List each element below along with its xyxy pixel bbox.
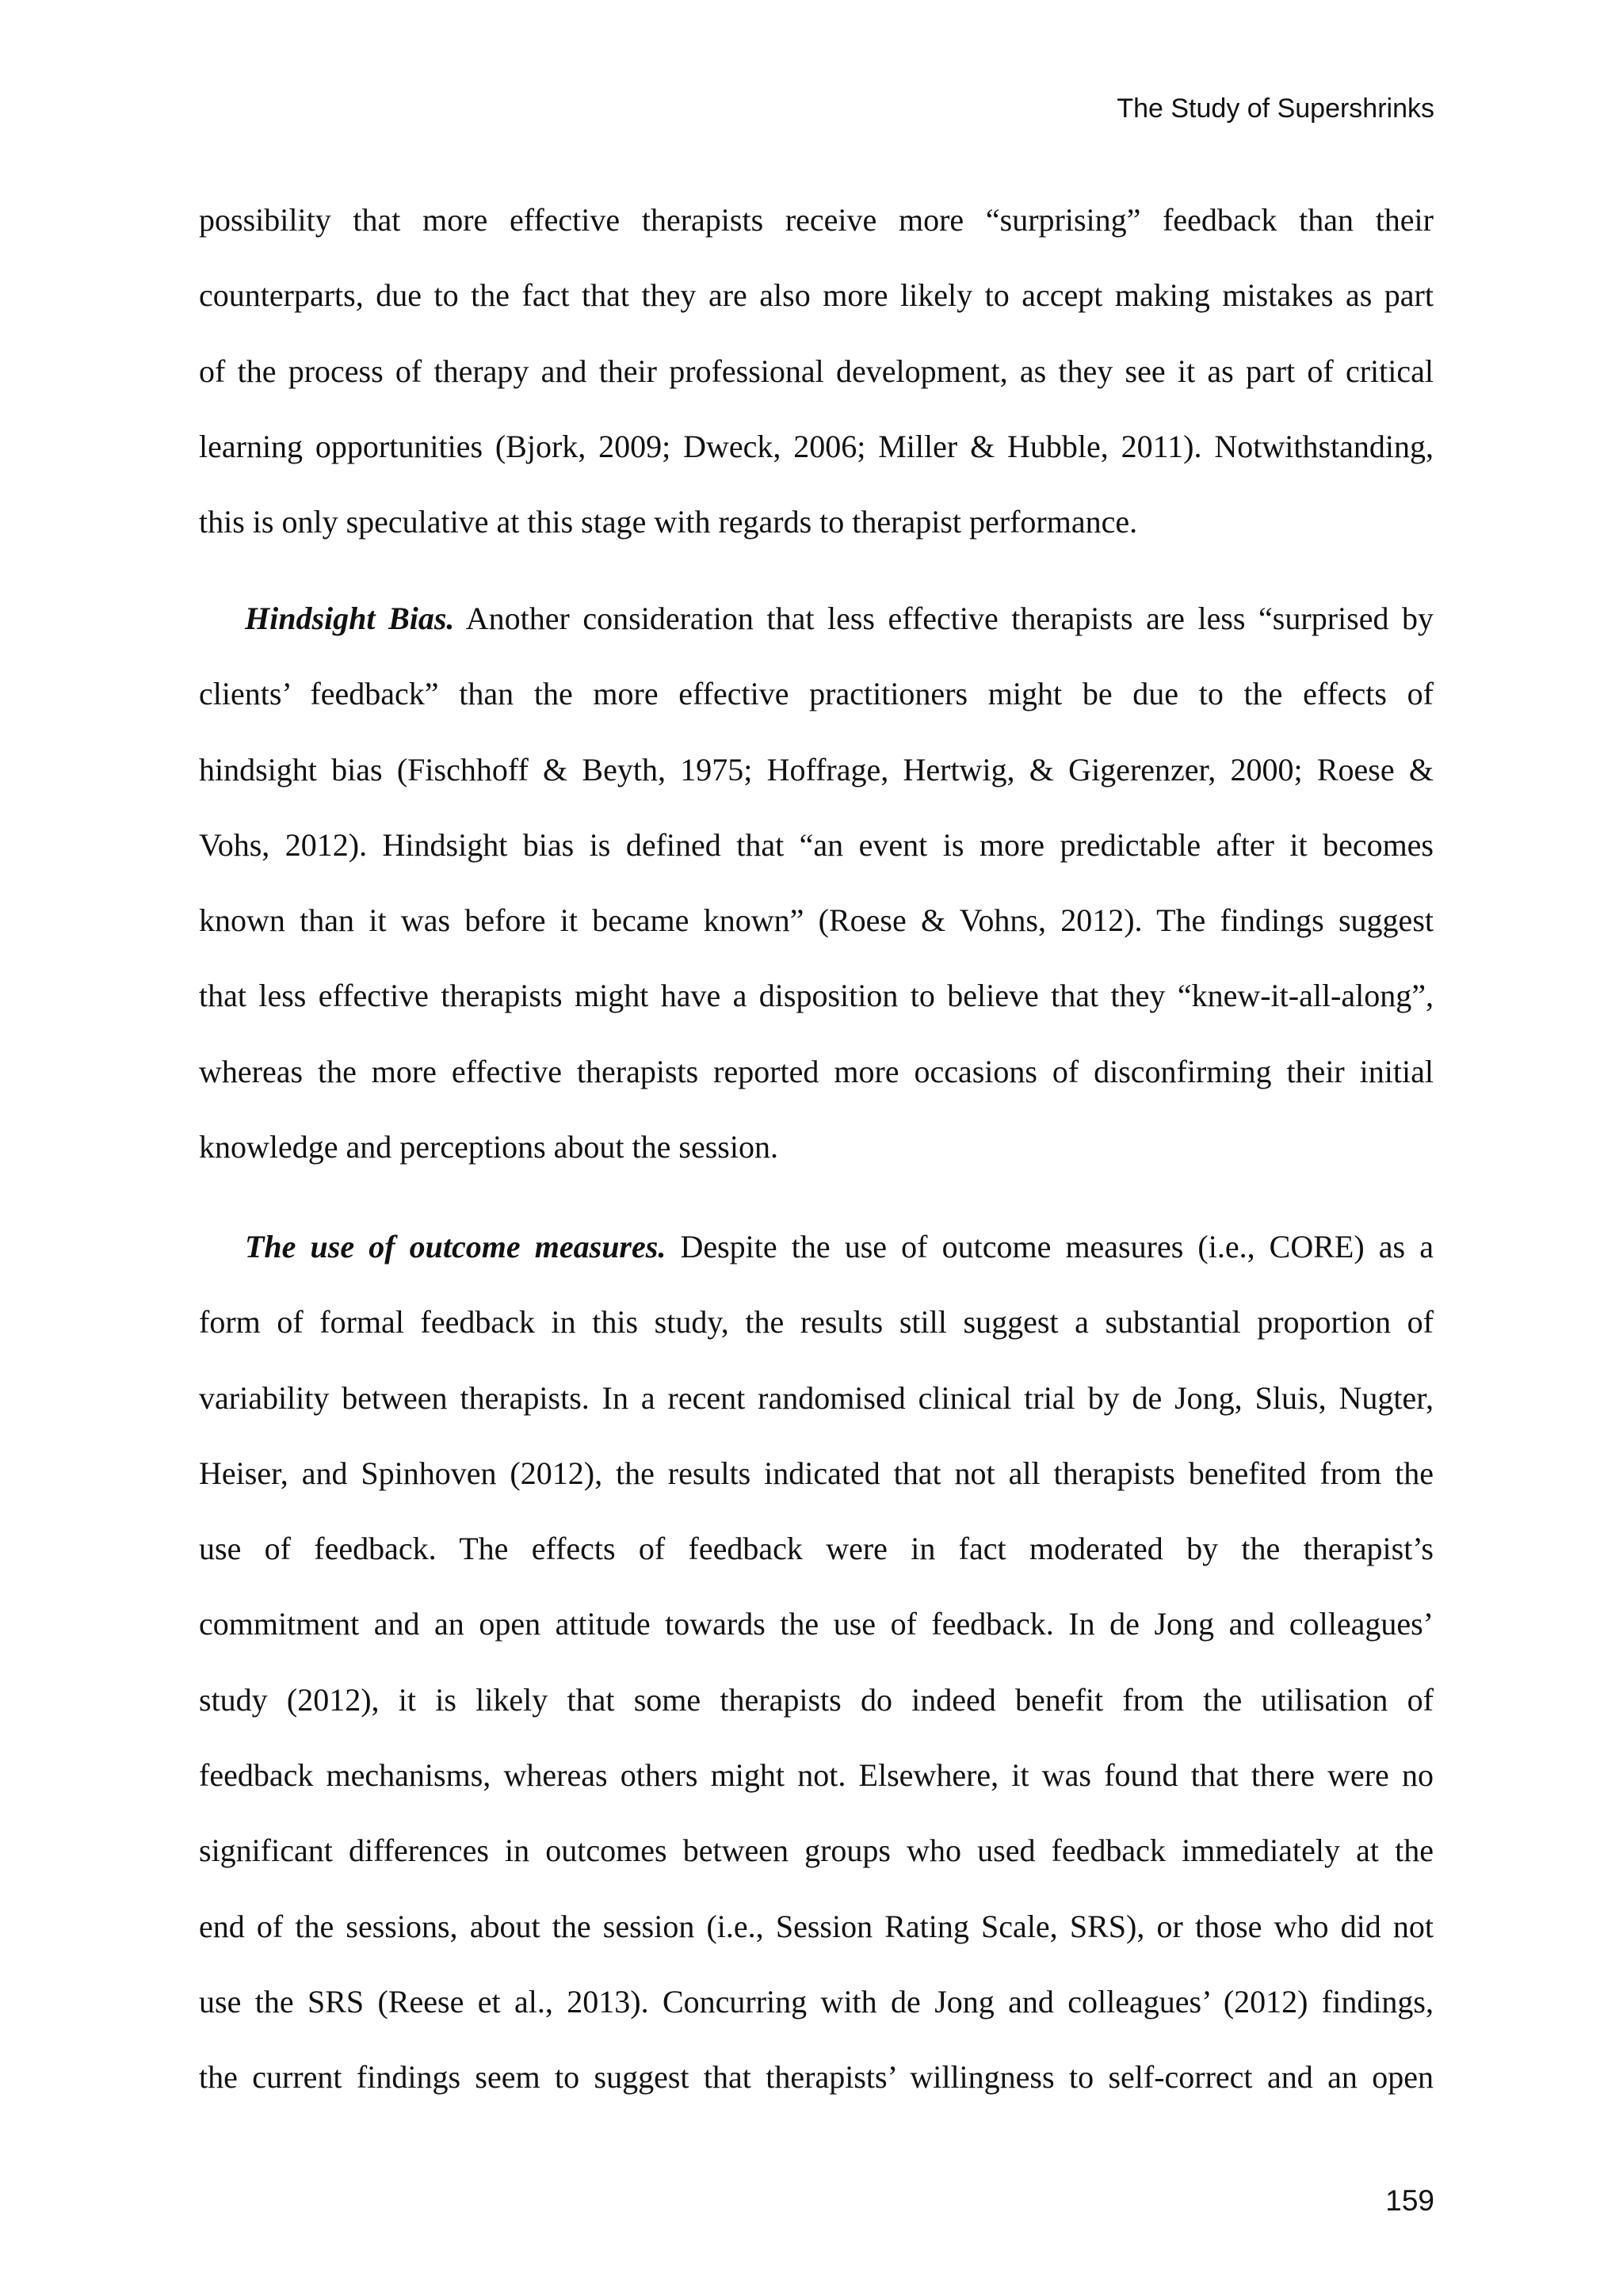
text-line: variability between therapists. In a recent randomised clinical trial by de Jong, Sluis, Nugter, xyxy=(199,1379,1434,1416)
paragraph-hindsight-bias xyxy=(199,581,1434,1184)
section-heading-outcome-measures: The use of outcome measures. xyxy=(245,1229,666,1264)
text-line: commitment and an open attitude towards the use of feedback. In de Jong and colleagues’ xyxy=(199,1606,1434,1642)
text-line: use of feedback. The effects of feedback were in fact moderated by the therapist’s xyxy=(199,1531,1434,1567)
text-line: significant differences in outcomes between groups who used feedback immediately at the xyxy=(199,1833,1434,1869)
text-run: Despite the use of outcome measures (i.e., CORE) as a xyxy=(666,1229,1434,1264)
text-line: knowledge and perceptions about the session. xyxy=(199,1129,778,1165)
text-line: possibility that more effective therapists receive more “surprising” feedback than their xyxy=(199,202,1434,238)
text-line-first xyxy=(199,581,1434,656)
paragraph-1 xyxy=(199,182,1434,559)
text-line-first xyxy=(199,1209,1434,1284)
paragraph-outcome-measures xyxy=(199,1209,1434,2115)
text-line: form of formal feedback in this study, the results still suggest a substantial proportion of xyxy=(199,1304,1434,1341)
section-heading-hindsight-bias: Hindsight Bias. xyxy=(245,601,455,636)
text-line: that less effective therapists might have a disposition to believe that they “knew-it-all-along”, xyxy=(199,978,1434,1014)
text-line: the current findings seem to suggest that therapists’ willingness to self-correct and an open xyxy=(199,2059,1434,2096)
text-run: Another consideration that less effective therapists are less “surprised by xyxy=(454,601,1434,636)
running-header-title: The Study of Supershrinks xyxy=(1117,93,1434,124)
text-line: Vohs, 2012). Hindsight bias is defined that “an event is more predictable after it becomes xyxy=(199,826,1434,863)
text-line: clients’ feedback” than the more effective practitioners might be due to the effects of xyxy=(199,676,1434,712)
text-line: use the SRS (Reese et al., 2013). Concurring with de Jong and colleagues’ (2012) findings, xyxy=(199,1983,1434,2019)
text-line: of the process of therapy and their professional development, as they see it as part of critical xyxy=(199,353,1434,389)
text-line: learning opportunities (Bjork, 2009; Dweck, 2006; Miller & Hubble, 2011). Notwithstanding, xyxy=(199,428,1434,464)
text-line: whereas the more effective therapists reported more occasions of disconfirming their initial xyxy=(199,1053,1434,1089)
text-line: feedback mechanisms, whereas others might not. Elsewhere, it was found that there were no xyxy=(199,1757,1434,1794)
text-line: end of the sessions, about the session (i.e., Session Rating Scale, SRS), or those who did not xyxy=(199,1908,1434,1944)
text-line: known than it was before it became known” (Roese & Vohns, 2012). The findings suggest xyxy=(199,902,1434,939)
text-line: Heiser, and Spinhoven (2012), the results indicated that not all therapists benefited from the xyxy=(199,1455,1434,1491)
page-number: 159 xyxy=(1385,2184,1434,2217)
text-line: this is only speculative at this stage with regards to therapist performance. xyxy=(199,504,1138,540)
text-line: counterparts, due to the fact that they are also more likely to accept making mistakes as part xyxy=(199,277,1434,314)
text-line: hindsight bias (Fischhoff & Beyth, 1975; Hoffrage, Hertwig, & Gigerenzer, 2000; Roese & xyxy=(199,751,1434,788)
text-line: study (2012), it is likely that some therapists do indeed benefit from the utilisation of xyxy=(199,1681,1434,1718)
